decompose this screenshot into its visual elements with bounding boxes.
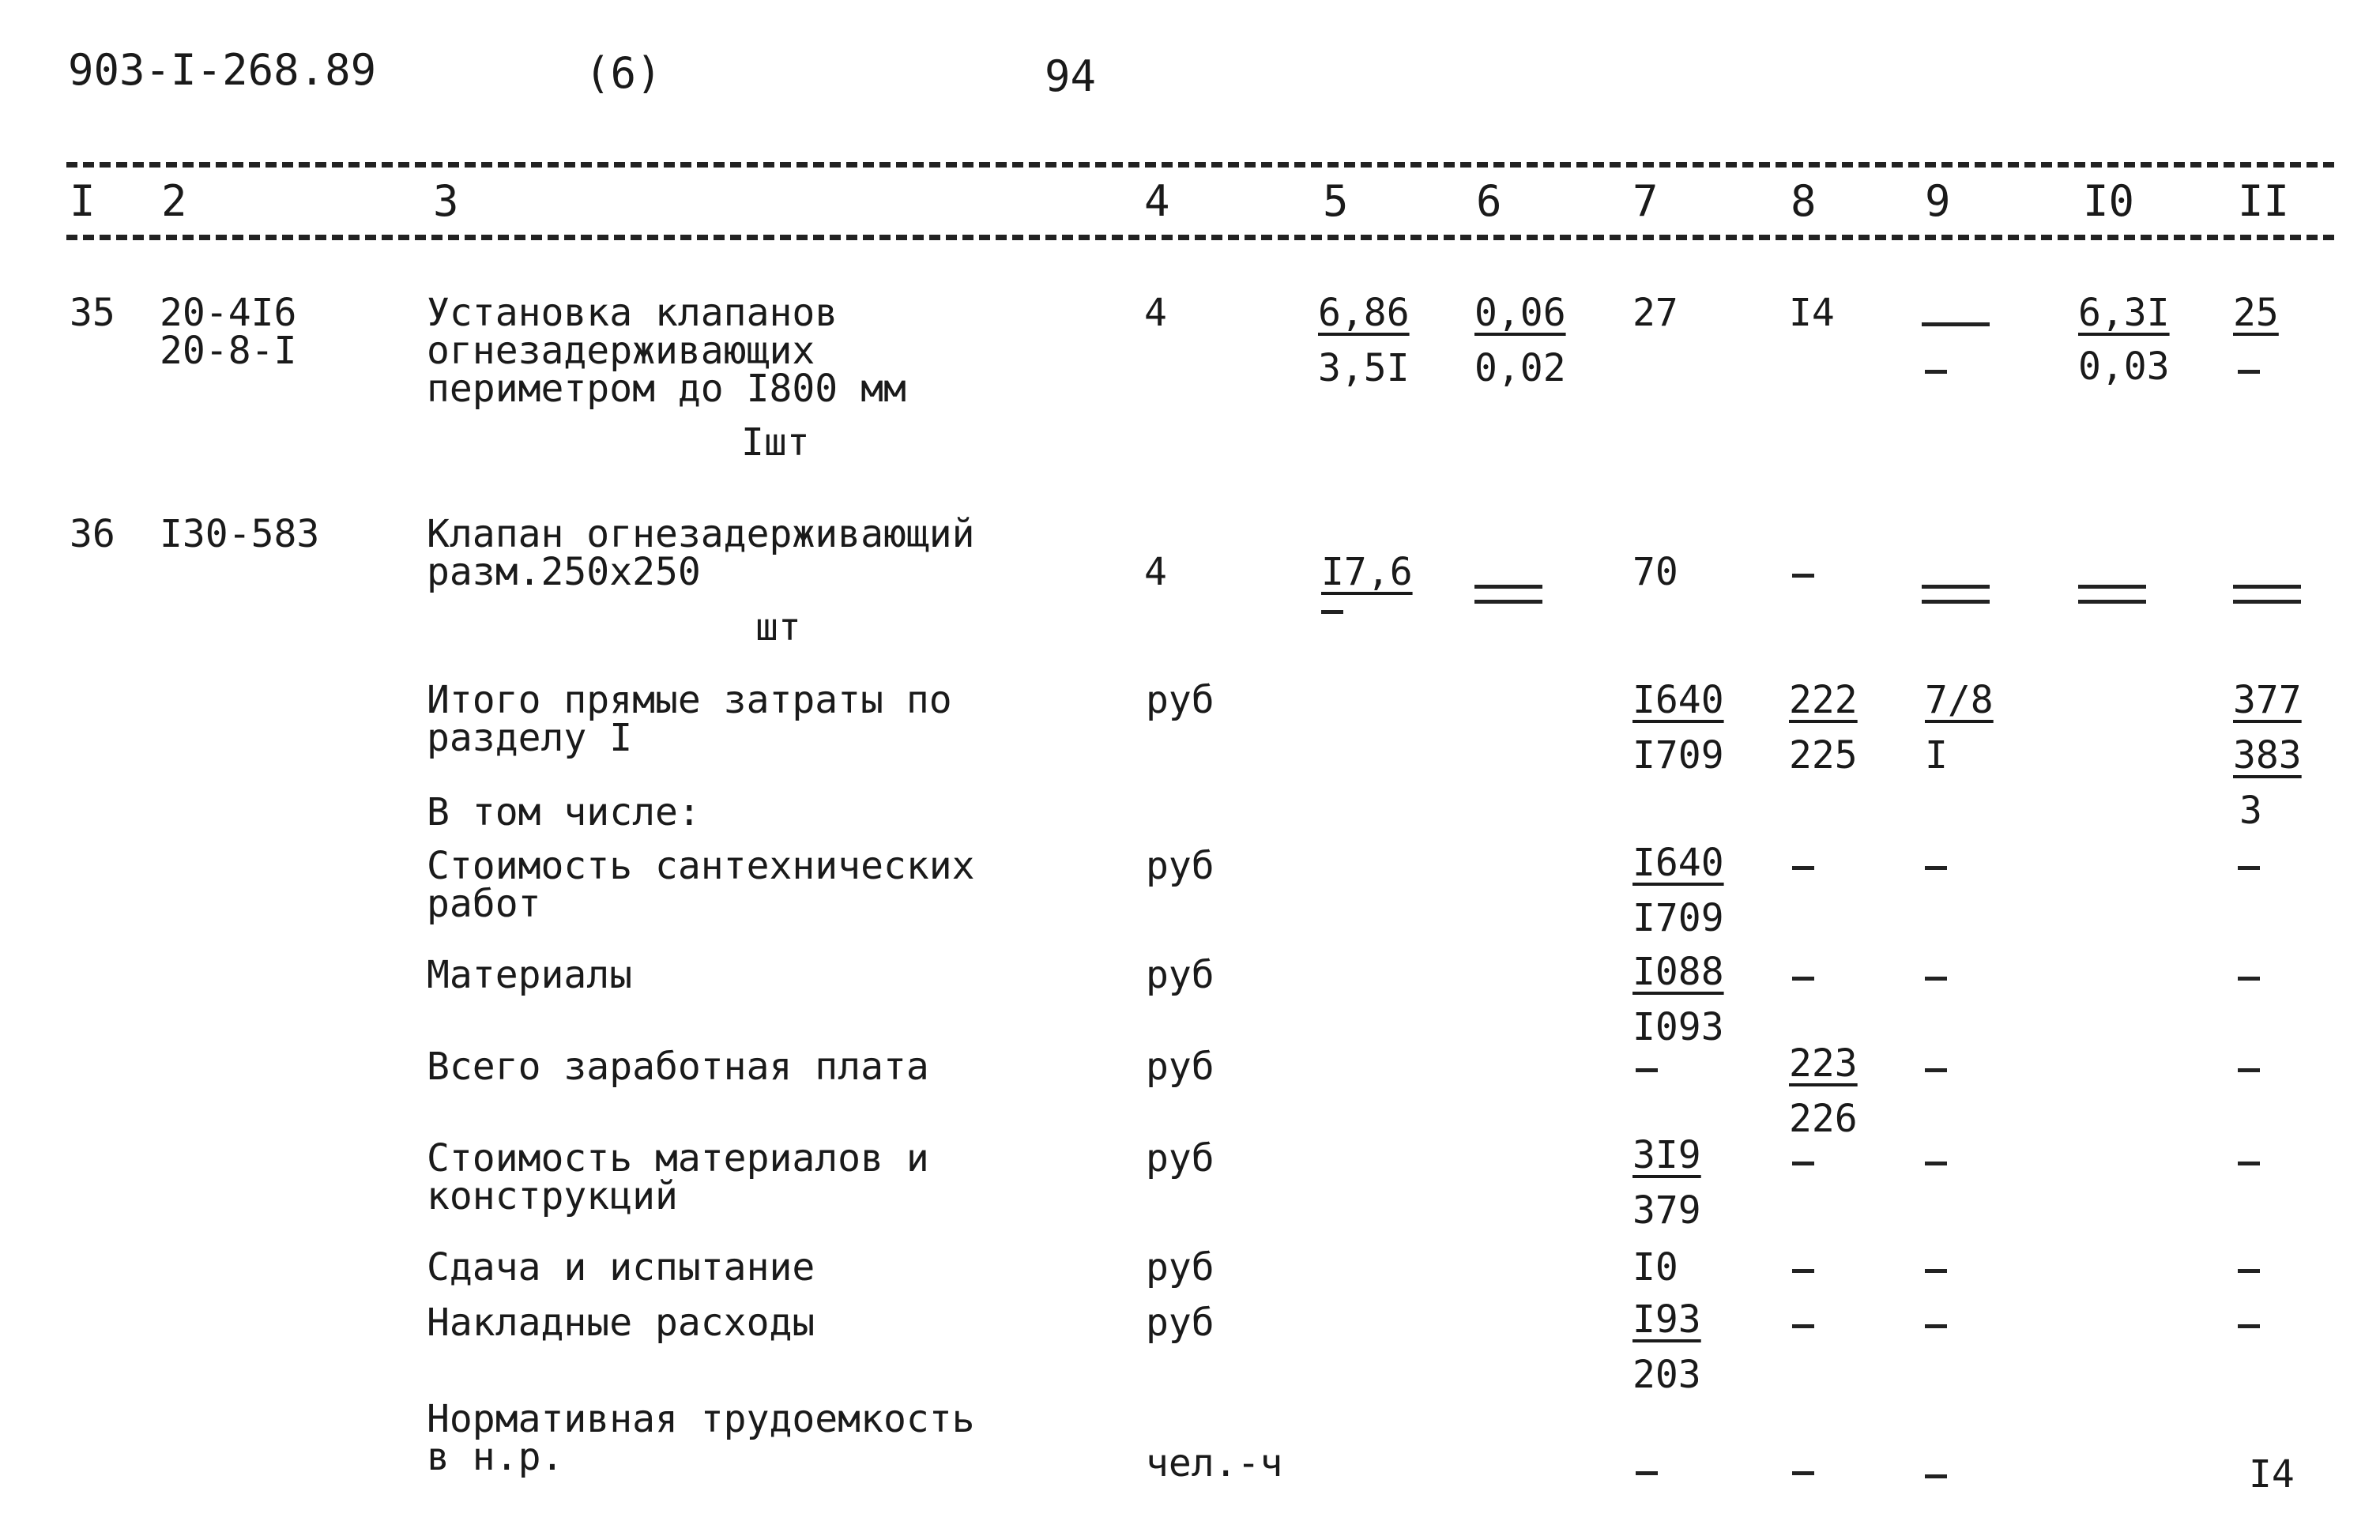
empty-cell-dash: [1925, 977, 1947, 981]
material-description: Клапан огнезадерживающий: [427, 512, 975, 556]
col-header-11: II: [2238, 176, 2290, 226]
total-cost-top: I640: [1632, 678, 1724, 722]
unit: руб: [1146, 1136, 1214, 1180]
empty-cell-dash: [2238, 1068, 2260, 1072]
header-bottom-rule: [66, 235, 2334, 240]
unit: руб: [1146, 953, 1214, 997]
empty-cell-dash: [1792, 574, 1814, 578]
machine-cost-top: 7/8: [1925, 678, 1994, 722]
page-number: 94: [1045, 51, 1097, 101]
empty-cell-dash: [1925, 1269, 1947, 1273]
total-label: разделу I: [427, 716, 633, 760]
col-header-7: 7: [1632, 176, 1659, 226]
unit-cost: I7,6: [1321, 550, 1413, 594]
empty-cell-dash: [1792, 1471, 1814, 1475]
row-number: 35: [70, 291, 115, 335]
wage-top: 223: [1789, 1041, 1858, 1086]
col-header-3: 3: [433, 176, 459, 226]
work-description: Установка клапанов: [427, 291, 838, 335]
cost-top: 3I9: [1632, 1133, 1701, 1177]
unit: Iшт: [741, 420, 810, 465]
material-description: разм.250x250: [427, 550, 701, 594]
col-header-4: 4: [1144, 176, 1170, 226]
empty-cell-dash: [1925, 1324, 1947, 1328]
cost-top: I640: [1632, 841, 1724, 885]
empty-cell-dash: [1792, 977, 1814, 981]
total-cost-bottom: I709: [1632, 733, 1724, 778]
unit-wage-bottom: 0,02: [1474, 346, 1566, 390]
quantity: 4: [1144, 291, 1167, 335]
empty-cell-dash: [1925, 1162, 1947, 1165]
cost-bottom: I093: [1632, 1005, 1724, 1049]
row-label: Материалы: [427, 953, 633, 997]
labor-bottom: 0,03: [2078, 345, 2170, 389]
row-label: Сдача и испытание: [427, 1245, 815, 1290]
empty-cell-dash: [2238, 370, 2260, 374]
empty-cell-double-line: [1474, 585, 1542, 604]
unit: руб: [1146, 1301, 1214, 1345]
total-cost: 27: [1632, 291, 1678, 335]
cost: I0: [1632, 1245, 1678, 1290]
col-header-10: I0: [2083, 176, 2135, 226]
machine-cost-bottom: I: [1925, 733, 1948, 778]
unit: руб: [1146, 678, 1214, 722]
labor-total-mid: 383: [2233, 733, 2302, 778]
empty-cell-double-line: [1922, 585, 1990, 604]
cost-bottom: 379: [1632, 1188, 1701, 1233]
col-header-9: 9: [1925, 176, 1951, 226]
row-label: в н.р.: [427, 1435, 564, 1479]
document-code: 903-I-268.89: [68, 45, 377, 95]
sheet-number: (6): [585, 48, 662, 98]
row-label: Стоимость сантехнических: [427, 844, 975, 888]
empty-cell-double-line: [2078, 585, 2146, 604]
row-label: конструкций: [427, 1174, 678, 1218]
total-label: Итого прямые затраты по: [427, 678, 952, 722]
row-label: Нормативная трудоемкость: [427, 1397, 975, 1441]
empty-cell-dash: [1925, 1068, 1947, 1072]
row-label: Всего заработная плата: [427, 1045, 929, 1089]
row-number: 36: [70, 512, 115, 556]
unit: руб: [1146, 1245, 1214, 1290]
work-description: периметром до I800 мм: [427, 367, 906, 411]
total-wage-top: 222: [1789, 678, 1858, 722]
wage-bottom: 226: [1789, 1097, 1858, 1141]
machine-top: 25: [2233, 291, 2279, 335]
empty-cell-dash: [2238, 1269, 2260, 1273]
labor-top: 6,3I: [2078, 291, 2170, 335]
empty-cell-dash: [1925, 866, 1947, 870]
empty-cell-double-line: [2233, 585, 2301, 604]
col-header-8: 8: [1791, 176, 1817, 226]
row-label: Накладные расходы: [427, 1301, 815, 1345]
col-header-1: I: [70, 176, 96, 226]
total-wage-bottom: 225: [1789, 733, 1858, 778]
row-label: Стоимость материалов и: [427, 1136, 929, 1180]
empty-cell-line: [1922, 322, 1990, 326]
empty-cell-dash: [2238, 866, 2260, 870]
empty-cell-dash: [1792, 866, 1814, 870]
empty-cell-dash: [1792, 1324, 1814, 1328]
unit-cost-top: 6,86: [1318, 291, 1410, 335]
unit: чел.-ч: [1146, 1441, 1283, 1485]
unit-cost-bottom: 3,5I: [1318, 346, 1410, 390]
empty-cell-dash: [1925, 370, 1947, 374]
cost-top: I088: [1632, 950, 1724, 994]
norm-code: 20-4I6: [160, 291, 297, 335]
including-heading: В том числе:: [427, 790, 701, 834]
empty-cell-dash: [1925, 1474, 1947, 1478]
empty-cell-dash: [2238, 977, 2260, 981]
row-label: работ: [427, 882, 541, 926]
cost-top: I93: [1632, 1297, 1701, 1342]
total-cost: 70: [1632, 550, 1678, 594]
work-description: огнезадерживающих: [427, 329, 815, 373]
empty-cell-dash: [1636, 1471, 1658, 1475]
col-header-5: 5: [1323, 176, 1349, 226]
empty-cell-dash: [1321, 610, 1343, 614]
labor-value: I4: [2249, 1452, 2295, 1497]
total-wage: I4: [1789, 291, 1835, 335]
quantity: 4: [1144, 550, 1167, 594]
unit: руб: [1146, 844, 1214, 888]
cost-bottom: 203: [1632, 1353, 1701, 1397]
col-header-6: 6: [1476, 176, 1502, 226]
unit-wage-top: 0,06: [1474, 291, 1566, 335]
unit: руб: [1146, 1045, 1214, 1089]
unit: шт: [755, 605, 801, 650]
col-header-2: 2: [161, 176, 187, 226]
empty-cell-dash: [1636, 1068, 1658, 1072]
empty-cell-dash: [2238, 1324, 2260, 1328]
norm-code: I30-583: [160, 512, 320, 556]
header-top-rule: [66, 162, 2334, 168]
empty-cell-dash: [1792, 1162, 1814, 1165]
labor-total-bottom: 3: [2239, 789, 2262, 833]
norm-code: 20-8-I: [160, 329, 297, 373]
empty-cell-dash: [1792, 1269, 1814, 1273]
empty-cell-dash: [2238, 1162, 2260, 1165]
cost-bottom: I709: [1632, 896, 1724, 940]
labor-total-top: 377: [2233, 678, 2302, 722]
